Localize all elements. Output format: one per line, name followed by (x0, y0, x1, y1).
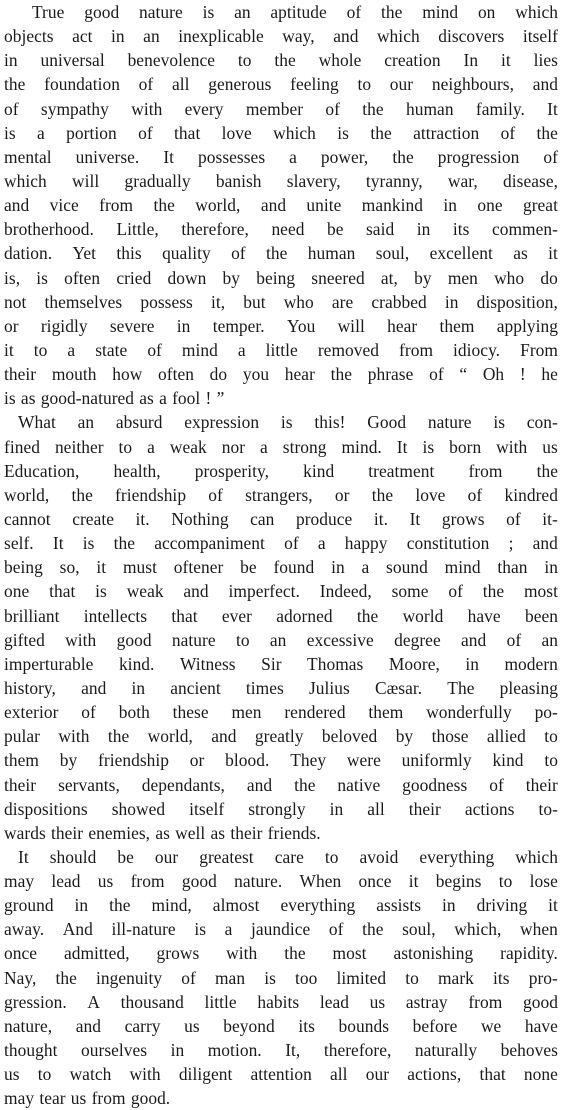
text-line: once admitted, grows with the most astonishing rapidity. (4, 943, 558, 964)
text-line: cannot create it. Nothing can produce it. It grows of it- (4, 508, 558, 529)
text-line: their servants, dependants, and the native goodness of their (4, 774, 558, 795)
text-line: pular with the world, and greatly beloved by those allied to (4, 726, 558, 747)
text-line: gression. A thousand little habits lead us astray from good (4, 991, 558, 1012)
text-line: not themselves possess it, but who are crabbed in disposition, (4, 291, 558, 312)
text-line: thought ourselves in motion. It, therefore, naturally behoves (4, 1040, 558, 1061)
text-line: It should be our greatest care to avoid everything which (18, 846, 558, 867)
text-line: ground in the mind, almost everything assists in driving it (4, 895, 558, 916)
text-line: which will gradually banish slavery, tyranny, war, disease, (4, 170, 558, 191)
text-line: Education, health, prosperity, kind treatment from the (4, 460, 558, 481)
text-line: them by friendship or blood. They were uniformly kind to (4, 750, 558, 771)
article-column (4, 0, 558, 1110)
text-line: of sympathy with every member of the human family. It (4, 98, 558, 119)
text-line: history, and in ancient times Julius Cæsar. The pleasing (4, 677, 558, 698)
text-line: is as good-natured as a fool ! ” (4, 388, 225, 409)
text-line: objects act in an inexplicable way, and which discovers itself (4, 26, 558, 47)
text-line: is a portion of that love which is the attraction of the (4, 122, 558, 143)
text-line: brilliant intellects that ever adorned the world have been (4, 605, 558, 626)
text-line: Nay, the ingenuity of man is too limited to mark its pro- (4, 967, 558, 988)
text-line: being so, it must oftener be found in a sound mind than in (4, 557, 558, 578)
text-line: self. It is the accompaniment of a happy constitution ; and (4, 533, 558, 554)
text-line: brotherhood. Little, therefore, need be said in its commen- (4, 219, 558, 240)
text-line: away. And ill-nature is a jaundice of the soul, which, when (4, 919, 558, 940)
text-line: it to a state of mind a little removed from idiocy. From (4, 339, 558, 360)
text-line: dation. Yet this quality of the human soul, excellent as it (4, 243, 558, 264)
text-line: or rigidly severe in temper. You will hear them applying (4, 315, 558, 336)
paragraph-2 (4, 410, 558, 845)
paragraph-1 (4, 0, 558, 410)
newspaper-page (4, 0, 558, 1109)
text-line: the foundation of all generous feeling to our neighbours, and (4, 74, 558, 95)
text-line: their mouth how often do you hear the phrase of “ Oh ! he (4, 364, 558, 385)
text-line: gifted with good nature to an excessive degree and of an (4, 629, 558, 650)
text-line: may tear us from good. (4, 1088, 171, 1109)
text-line: True good nature is an aptitude of the mind on which (32, 2, 558, 22)
paragraph-3 (4, 845, 558, 1110)
text-line: nature, and carry us beyond its bounds before we have (4, 1015, 558, 1036)
text-line: one that is weak and imperfect. Indeed, some of the most (4, 581, 558, 602)
text-line: in universal benevolence to the whole creation In it lies (4, 50, 558, 71)
text-line: world, the friendship of strangers, or the love of kindred (4, 484, 558, 505)
text-line: imperturable kind. Witness Sir Thomas Moore, in modern (4, 653, 558, 674)
text-line: is, is often cried down by being sneered at, by men who do (4, 267, 558, 288)
text-line: fined neither to a weak nor a strong mind. It is born with us (4, 436, 558, 457)
text-line: may lead us from good nature. When once it begins to lose (4, 871, 558, 892)
text-line: wards their enemies, as well as their friends. (4, 822, 321, 843)
text-line: us to watch with diligent attention all our actions, that none (4, 1064, 558, 1085)
text-line: What an absurd expression is this! Good nature is con- (18, 412, 558, 433)
text-line: dispositions showed itself strongly in all their actions to- (4, 798, 558, 819)
text-line: and vice from the world, and unite mankind in one great (4, 195, 558, 216)
text-line: exterior of both these men rendered them wonderfully po- (4, 702, 558, 723)
text-line: mental universe. It possesses a power, the progression of (4, 146, 558, 167)
